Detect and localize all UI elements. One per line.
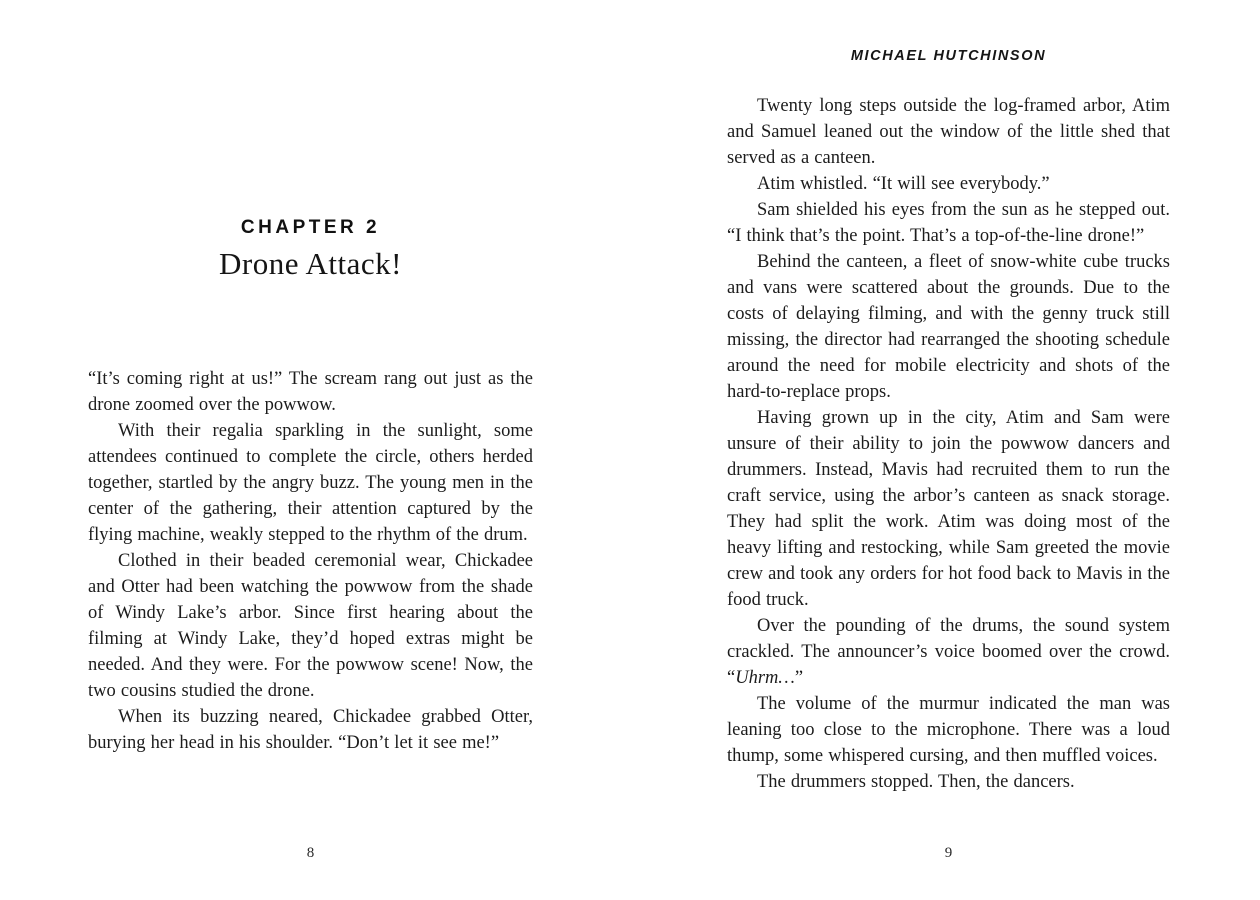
paragraph	[88, 704, 533, 756]
page-number-right: 9	[944, 845, 953, 861]
text-run: With their regalia sparkling in the sunlight, some attendees continued to complete the circle, others herded together, startled by the angry buzz. The young men in the center of the gathering, their attention captured by the flying machine, weakly stepped to the rhythm of the drum.	[88, 421, 533, 545]
running-header-author: MICHAEL HUTCHINSON	[850, 48, 1047, 64]
text-run: “It’s coming right at us!” The scream rang out just as the drone zoomed over the powwow.	[88, 369, 533, 415]
text-run: Over the pounding of the drums, the sound system crackled. The announcer’s voice boomed over the crowd. “	[727, 616, 1170, 688]
text-run: Twenty long steps outside the log-framed arbor, Atim and Samuel leaned out the window of the little shed that served as a canteen.	[727, 96, 1170, 168]
text-run: When its buzzing neared, Chickadee grabbed Otter, burying her head in his shoulder. “Don’t let it see me!”	[88, 707, 533, 753]
page-number-left: 8	[306, 845, 315, 861]
text-run: Clothed in their beaded ceremonial wear, Chickadee and Otter had been watching the powwow from the shade of Windy Lake’s arbor. Since first hearing about the filming at Windy Lake, they’d hoped extras might be needed. And they were. For the powwow scene! Now, the two cousins studied the drone.	[88, 551, 533, 701]
paragraph	[727, 249, 1170, 405]
paragraph	[727, 613, 1170, 691]
paragraph	[727, 171, 1170, 197]
paragraph	[727, 769, 1170, 795]
text-run: The drummers stopped. Then, the dancers.	[757, 772, 1075, 792]
text-run: Having grown up in the city, Atim and Sam were unsure of their ability to join the powwow dancers and drummers. Instead, Mavis had recruited them to run the craft service, using the arbor’s canteen as snack storage. They had split the work. Atim was doing most of the heavy lifting and restocking, while Sam greeted the movie crew and took any orders for hot food back to Mavis in the food truck.	[727, 408, 1170, 610]
paragraph	[88, 548, 533, 704]
text-run: ”	[794, 668, 804, 688]
text-run: Sam shielded his eyes from the sun as he stepped out. “I think that’s the point. That’s a top-of-the-line drone!”	[727, 200, 1170, 246]
left-page-body	[88, 366, 533, 756]
paragraph	[88, 366, 533, 418]
paragraph	[727, 691, 1170, 769]
chapter-title: Drone Attack!	[219, 246, 402, 281]
paragraph	[727, 197, 1170, 249]
paragraph	[727, 93, 1170, 171]
right-page-body	[727, 93, 1170, 795]
chapter-label: CHAPTER 2	[240, 217, 381, 238]
right-page	[727, 0, 1170, 900]
text-run: Atim whistled. “It will see everybody.”	[757, 174, 1050, 194]
text-run: Behind the canteen, a fleet of snow-white cube trucks and vans were scattered about the grounds. Due to the costs of delaying filming, and with the genny truck still missing, the director had rearranged the shooting schedule around the need for mobile electricity and shots of the hard-to-replace props.	[727, 252, 1170, 402]
paragraph	[88, 418, 533, 548]
paragraph	[727, 405, 1170, 613]
italic-text-run: Uhrm…	[735, 668, 795, 688]
text-run: The volume of the murmur indicated the man was leaning too close to the microphone. There was a loud thump, some whispered cursing, and then muffled voices.	[727, 694, 1170, 766]
left-page	[88, 0, 533, 900]
